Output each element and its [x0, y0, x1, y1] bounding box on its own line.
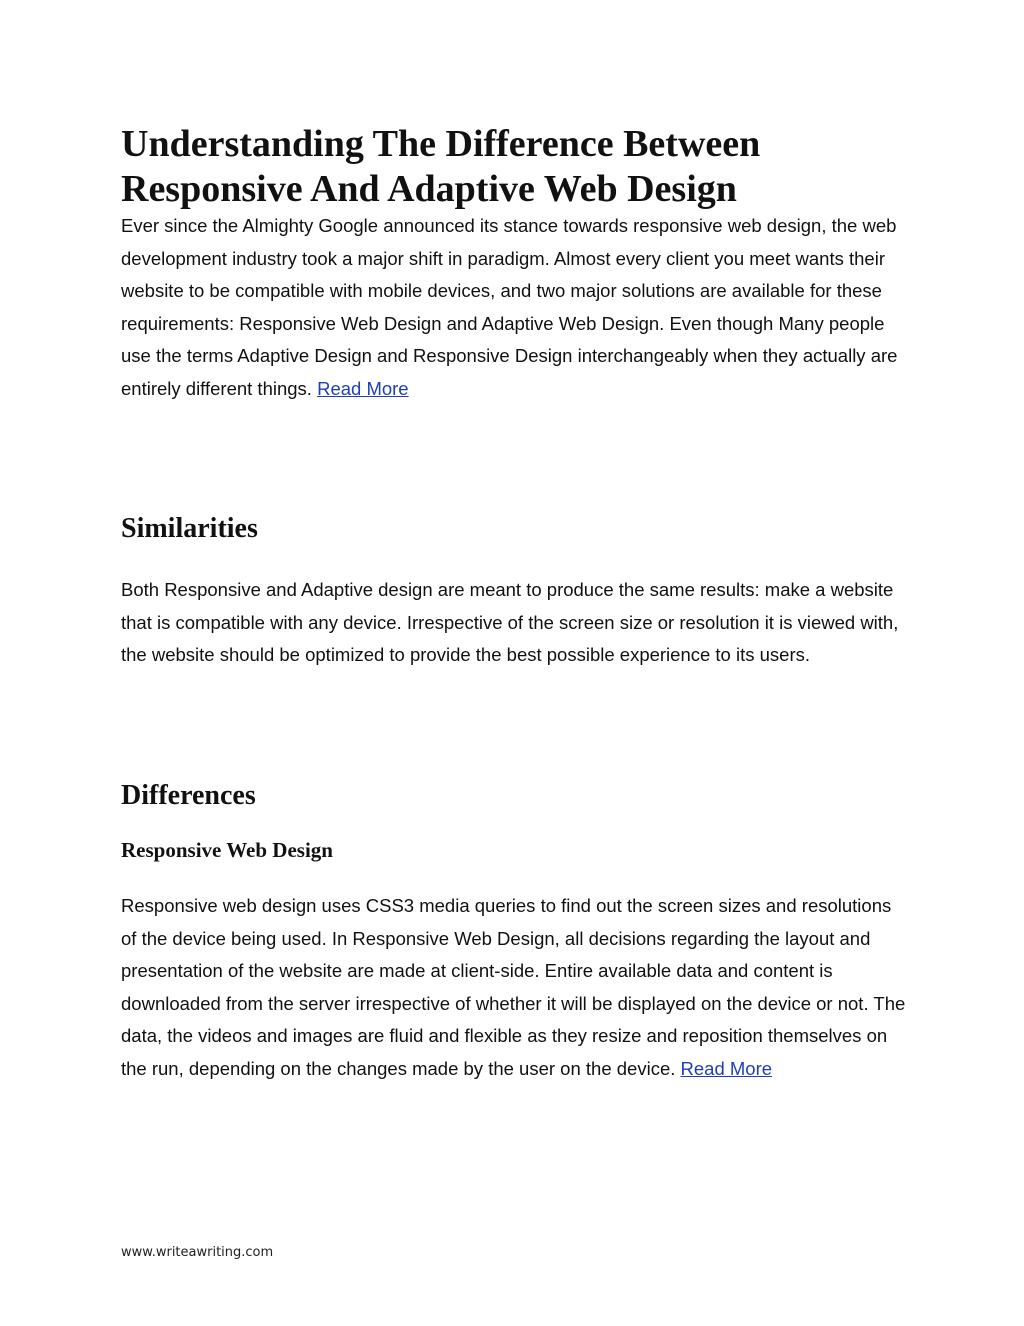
- differences-read-more-link[interactable]: Read More: [680, 1057, 773, 1079]
- title-line-1: Understanding The Difference Between: [121, 123, 761, 165]
- intro-paragraph: [121, 210, 911, 406]
- title-line-2: Responsive And Adaptive Web Design: [121, 168, 737, 210]
- responsive-web-design-subheading: Responsive Web Design: [121, 838, 333, 862]
- differences-text: Responsive web design uses CSS3 media queries to find out the screen sizes and resolutions of the device being used. In Responsive Web Design, all decisions regarding the layout and presentation of the website are made at client-side. Entire available data and content is downloaded from the server irrespective of whether it will be displayed on the device or not. The data, the videos and images are fluid and flexible as they resize and reposition themselves on the run, depending on the changes made by the user on the device.: [121, 895, 906, 1079]
- intro-read-more-link[interactable]: Read More: [317, 377, 409, 399]
- intro-text: Ever since the Almighty Google announced its stance towards responsive web design, the web development industry took a major shift in paradigm. Almost every client you meet wants their website to be compatible with mobile devices, and two major solutions are available for these requirements: Responsive Web Design and Adaptive Web Design. Even though Many people use the terms Adaptive Design and Responsive Design interchangeably when they actually are entirely different things.: [121, 215, 898, 399]
- differences-heading: Differences: [121, 780, 256, 811]
- footer-url: www.writeawriting.com: [121, 1245, 274, 1260]
- differences-paragraph: [121, 890, 911, 1086]
- similarities-heading: Similarities: [121, 513, 258, 544]
- page-title: [121, 122, 911, 212]
- similarities-paragraph: Both Responsive and Adaptive design are meant to produce the same results: make a website that is compatible with any device. Irrespective of the screen size or resolution it is viewed with, the website should be optimized to provide the best possible experience to its users.: [121, 579, 899, 666]
